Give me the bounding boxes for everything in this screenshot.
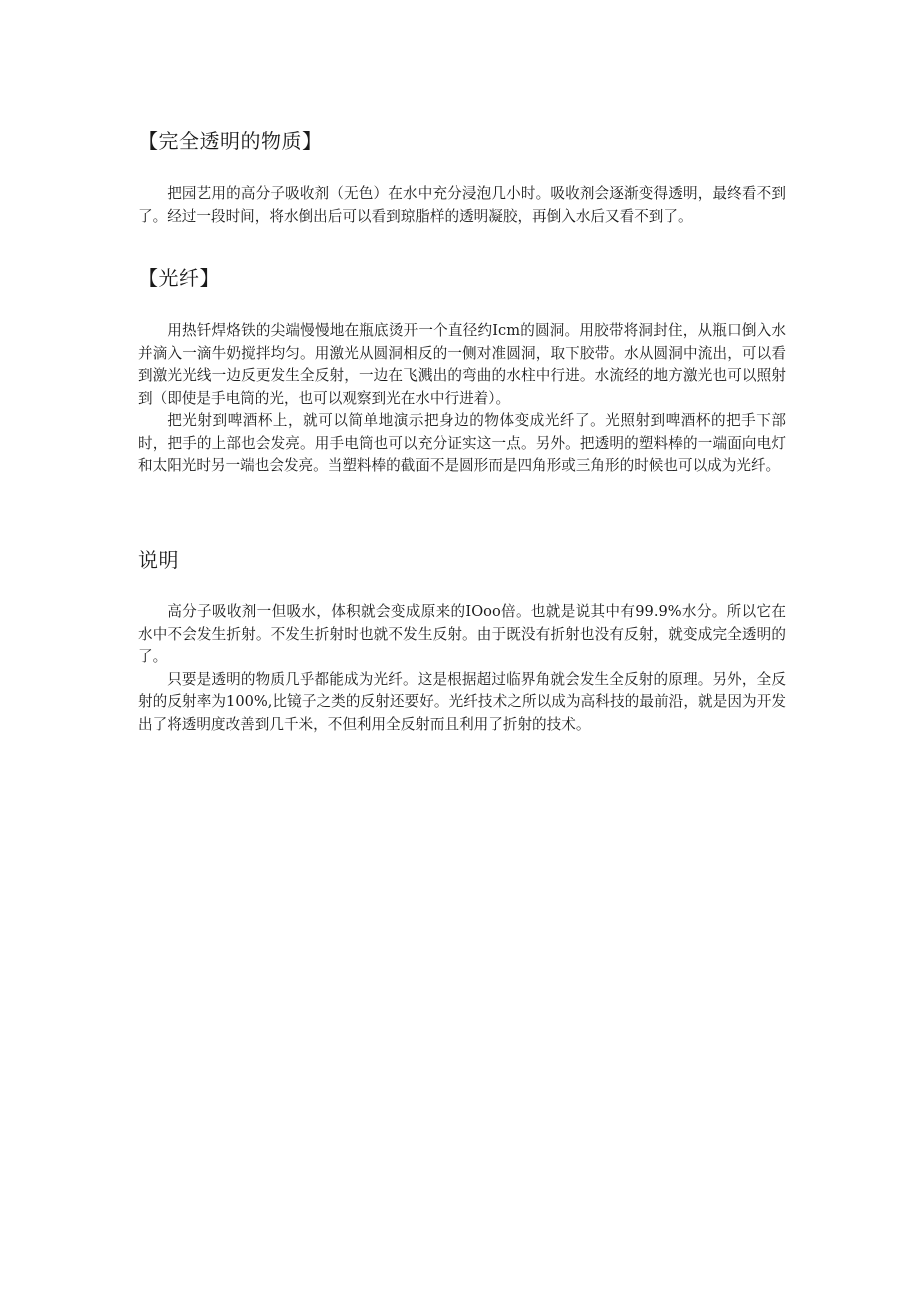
paragraph: 高分子吸收剂一但吸水，体积就会变成原来的IOoo倍。也就是说其中有99.9%水分。所以它在水中不会发生折射。不发生折射时也就不发生反射。由于既没有折射也没有反射，就变成完全透明的了。 [138,603,786,665]
section-body-transparent-material [138,183,786,228]
section-heading-explanation: 说明 [138,548,179,572]
section-heading-transparent-material: 【完全透明的物质】 [138,129,323,153]
section-heading-optical-fiber: 【光纤】 [138,266,220,290]
paragraph: 把园艺用的高分子吸收剂（无色）在水中充分浸泡几小时。吸收剂会逐渐变得透明，最终看不到了。经过一段时间，将水倒出后可以看到琼脂样的透明凝胶，再倒入水后又看不到了。 [138,185,786,225]
section-body-optical-fiber [138,320,786,478]
paragraph: 用热钎焊烙铁的尖端慢慢地在瓶底烫开一个直径约Icm的圆洞。用胶带将洞封住，从瓶口倒入水并滴入一滴牛奶搅拌均匀。用激光从圆洞相反的一侧对准圆洞，取下胶带。水从圆洞中流出，可以看到激光光线一边反更发生全反射，一边在飞溅出的弯曲的水柱中行进。水流经的地方激光也可以照射到（即使是手电筒的光，也可以观察到光在水中行进着）。 [138,322,786,407]
paragraph: 把光射到啤酒杯上，就可以简单地演示把身边的物体变成光纤了。光照射到啤酒杯的把手下部时，把手的上部也会发亮。用手电筒也可以充分证实这一点。另外。把透明的塑料棒的一端面向电灯和太阳光时另一端也会发亮。当塑料棒的截面不是圆形而是四角形或三角形的时候也可以成为光纤。 [138,412,786,474]
section-body-explanation [138,601,786,736]
paragraph: 只要是透明的物质几乎都能成为光纤。这是根据超过临界角就会发生全反射的原理。另外，全反射的反射率为100%,比镜子之类的反射还要好。光纤技术之所以成为高科技的最前沿，就是因为开发出了将透明度改善到几千米，不但利用全反射而且利用了折射的技术。 [138,670,786,733]
